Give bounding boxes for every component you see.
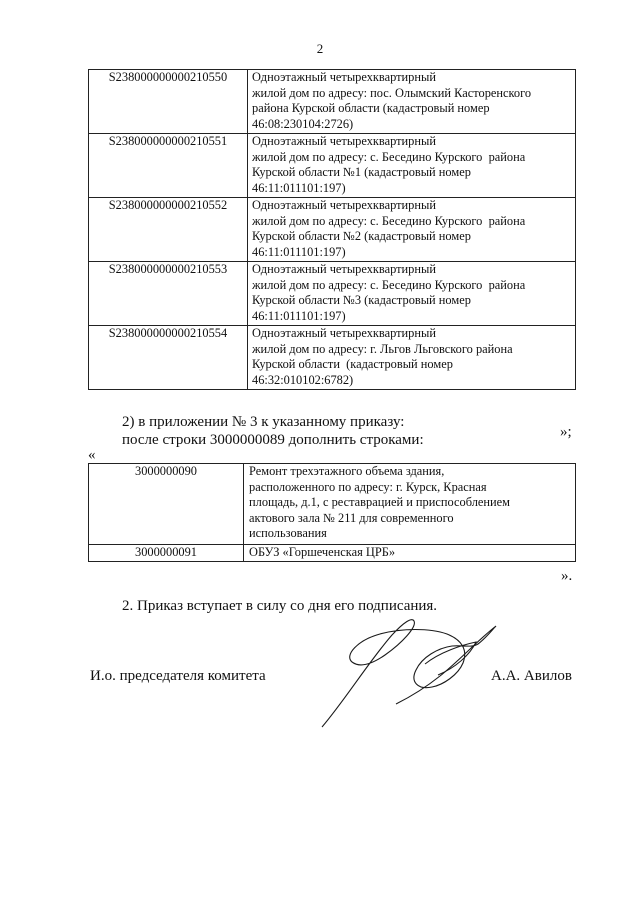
description-line: жилой дом по адресу: пос. Олымский Касторенского [252,85,532,100]
item-2-text: 2. Приказ вступает в силу со дня его подписания. [122,598,438,614]
description-line: района Курской области (кадастровый номер [252,101,490,116]
object-row [89,262,576,326]
description-line: 46:11:011101:197) [252,308,346,323]
description-line: Ремонт трехэтажного объема здания, [249,464,445,478]
code-cell: S238000000000210554 [89,326,248,390]
line-row [89,545,576,562]
description-line: Курской области №3 (кадастровый номер [252,293,471,308]
amendment-2-line2: после строки 3000000089 дополнить строками: [122,432,424,448]
closing-quote-2: ». [561,568,573,584]
description-line: жилой дом по адресу: г. Льгов Льговского района [252,341,513,356]
objects-table [88,69,576,390]
signatory-name: А.А. Авилов [491,668,572,684]
closing-quote-1: »; [560,424,572,440]
description-line: ОБУЗ «Горшеченская ЦРБ» [249,545,396,559]
code-cell: 3000000091 [89,545,244,562]
description-line: жилой дом по адресу: с. Беседино Курского района [252,213,526,228]
description-cell [244,545,576,562]
description-line: Одноэтажный четырехквартирный [252,70,436,84]
description-line: использования [249,526,327,541]
code-cell: S238000000000210553 [89,262,248,326]
description-line: актового зала № 211 для современного [249,510,454,525]
code-cell: S238000000000210550 [89,70,248,134]
description-cell [248,134,576,198]
description-line: 46:08:230104:2726) [252,116,354,131]
description-line: Курской области №1 (кадастровый номер [252,165,471,180]
rows-table [88,463,576,562]
object-row [89,326,576,390]
page-number: 2 [316,41,324,56]
description-cell [244,464,576,545]
amendment-2-line1: 2) в приложении № 3 к указанному приказу: [122,414,405,430]
description-line: жилой дом по адресу: с. Беседино Курского района [252,277,526,292]
description-line: площадь, д.1, с реставрацией и приспособлением [249,495,510,510]
description-line: Одноэтажный четырехквартирный [252,134,436,148]
description-line: Курской области №2 (кадастровый номер [252,229,471,244]
description-cell [248,326,576,390]
description-line: Одноэтажный четырехквартирный [252,262,436,276]
object-row [89,70,576,134]
description-line: расположенного по адресу: г. Курск, Красная [249,479,487,494]
description-cell [248,262,576,326]
description-line: Одноэтажный четырехквартирный [252,198,436,212]
description-line: Курской области (кадастровый номер [252,357,453,372]
opening-quote: « [88,447,96,463]
signatory-position: И.о. председателя комитета [90,668,266,684]
description-line: 46:32:010102:6782) [252,372,354,387]
code-cell: S238000000000210552 [89,198,248,262]
description-line: 46:11:011101:197) [252,244,346,259]
line-row [89,464,576,545]
code-cell: 3000000090 [89,464,244,545]
object-row [89,134,576,198]
description-line: Одноэтажный четырехквартирный [252,326,436,340]
description-cell [248,70,576,134]
description-line: жилой дом по адресу: с. Беседино Курского района [252,149,526,164]
description-cell [248,198,576,262]
object-row [89,198,576,262]
code-cell: S238000000000210551 [89,134,248,198]
description-line: 46:11:011101:197) [252,180,346,195]
